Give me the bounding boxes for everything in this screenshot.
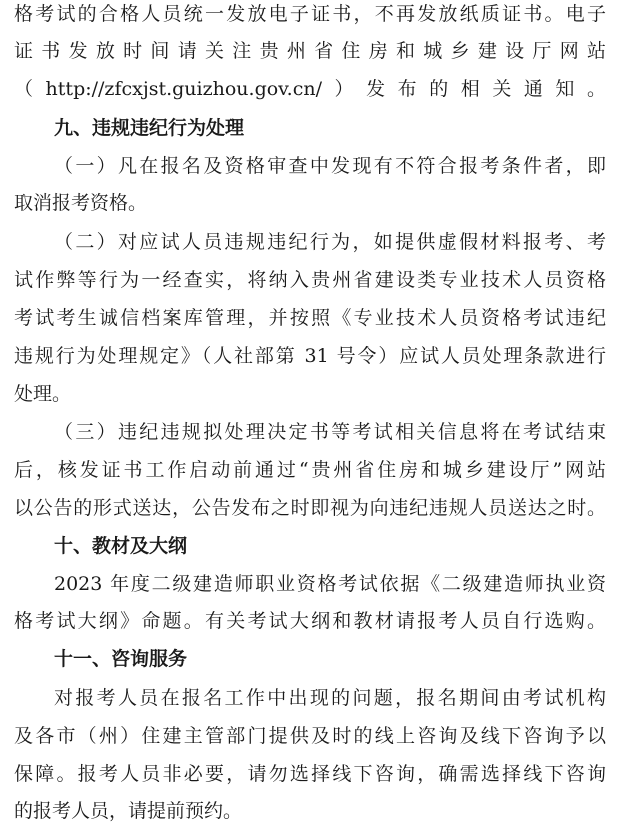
text-line-7: （二）对应试人员违规违纪行为，如提供虚假材料报考、考 xyxy=(54,231,606,253)
text-line-8: 试作弊等行为一经查实，将纳入贵州省建设类专业技术人员资格 xyxy=(14,269,606,291)
text-line-22: 的报考人员，请提前预约。 xyxy=(14,800,243,822)
section-heading-9: 九、违规违纪行为处理 xyxy=(54,117,245,139)
text-line-19: 对报考人员在报名工作中出现的问题，报名期间由考试机构 xyxy=(54,687,606,709)
text-line-3: （http://zfcxjst.guizhou.gov.cn/）发布的相关通知。 xyxy=(14,78,606,100)
text-line-21: 保障。报考人员非必要，请勿选择线下咨询，确需选择线下咨询 xyxy=(14,763,606,785)
text-line-17: 格考试大纲》命题。有关考试大纲和教材请报考人员自行选购。 xyxy=(14,610,606,632)
text-line-10: 违规行为处理规定》（人社部第 31 号令）应试人员处理条款进行 xyxy=(14,345,606,367)
section-heading-11: 十一、咨询服务 xyxy=(54,648,188,670)
text-line-14: 以公告的形式送达，公告发布之时即视为向违纪违规人员送达之时。 xyxy=(14,497,606,519)
text-line-6: 取消报考资格。 xyxy=(14,192,148,214)
text-line-13: 后，核发证书工作启动前通过“贵州省住房和城乡建设厅”网站 xyxy=(14,459,606,481)
text-line-20: 及各市（州）住建主管部门提供及时的线上咨询及线下咨询予以 xyxy=(14,725,606,747)
text-line-16: 2023 年度二级建造师职业资格考试依据《二级建造师执业资 xyxy=(54,573,606,595)
text-line-11: 处理。 xyxy=(14,383,72,405)
text-line-5: （一）凡在报名及资格审查中发现有不符合报考条件者，即 xyxy=(54,155,606,177)
section-heading-10: 十、教材及大纲 xyxy=(54,535,188,557)
text-line-12: （三）违纪违规拟处理决定书等考试相关信息将在考试结束 xyxy=(54,421,606,443)
text-line-2: 证书发放时间请关注贵州省住房和城乡建设厅网站 xyxy=(14,40,606,62)
text-line-1: 格考试的合格人员统一发放电子证书，不再发放纸质证书。电子 xyxy=(14,3,606,25)
text-line-9: 考试考生诚信档案库管理，并按照《专业技术人员资格考试违纪 xyxy=(14,307,606,329)
